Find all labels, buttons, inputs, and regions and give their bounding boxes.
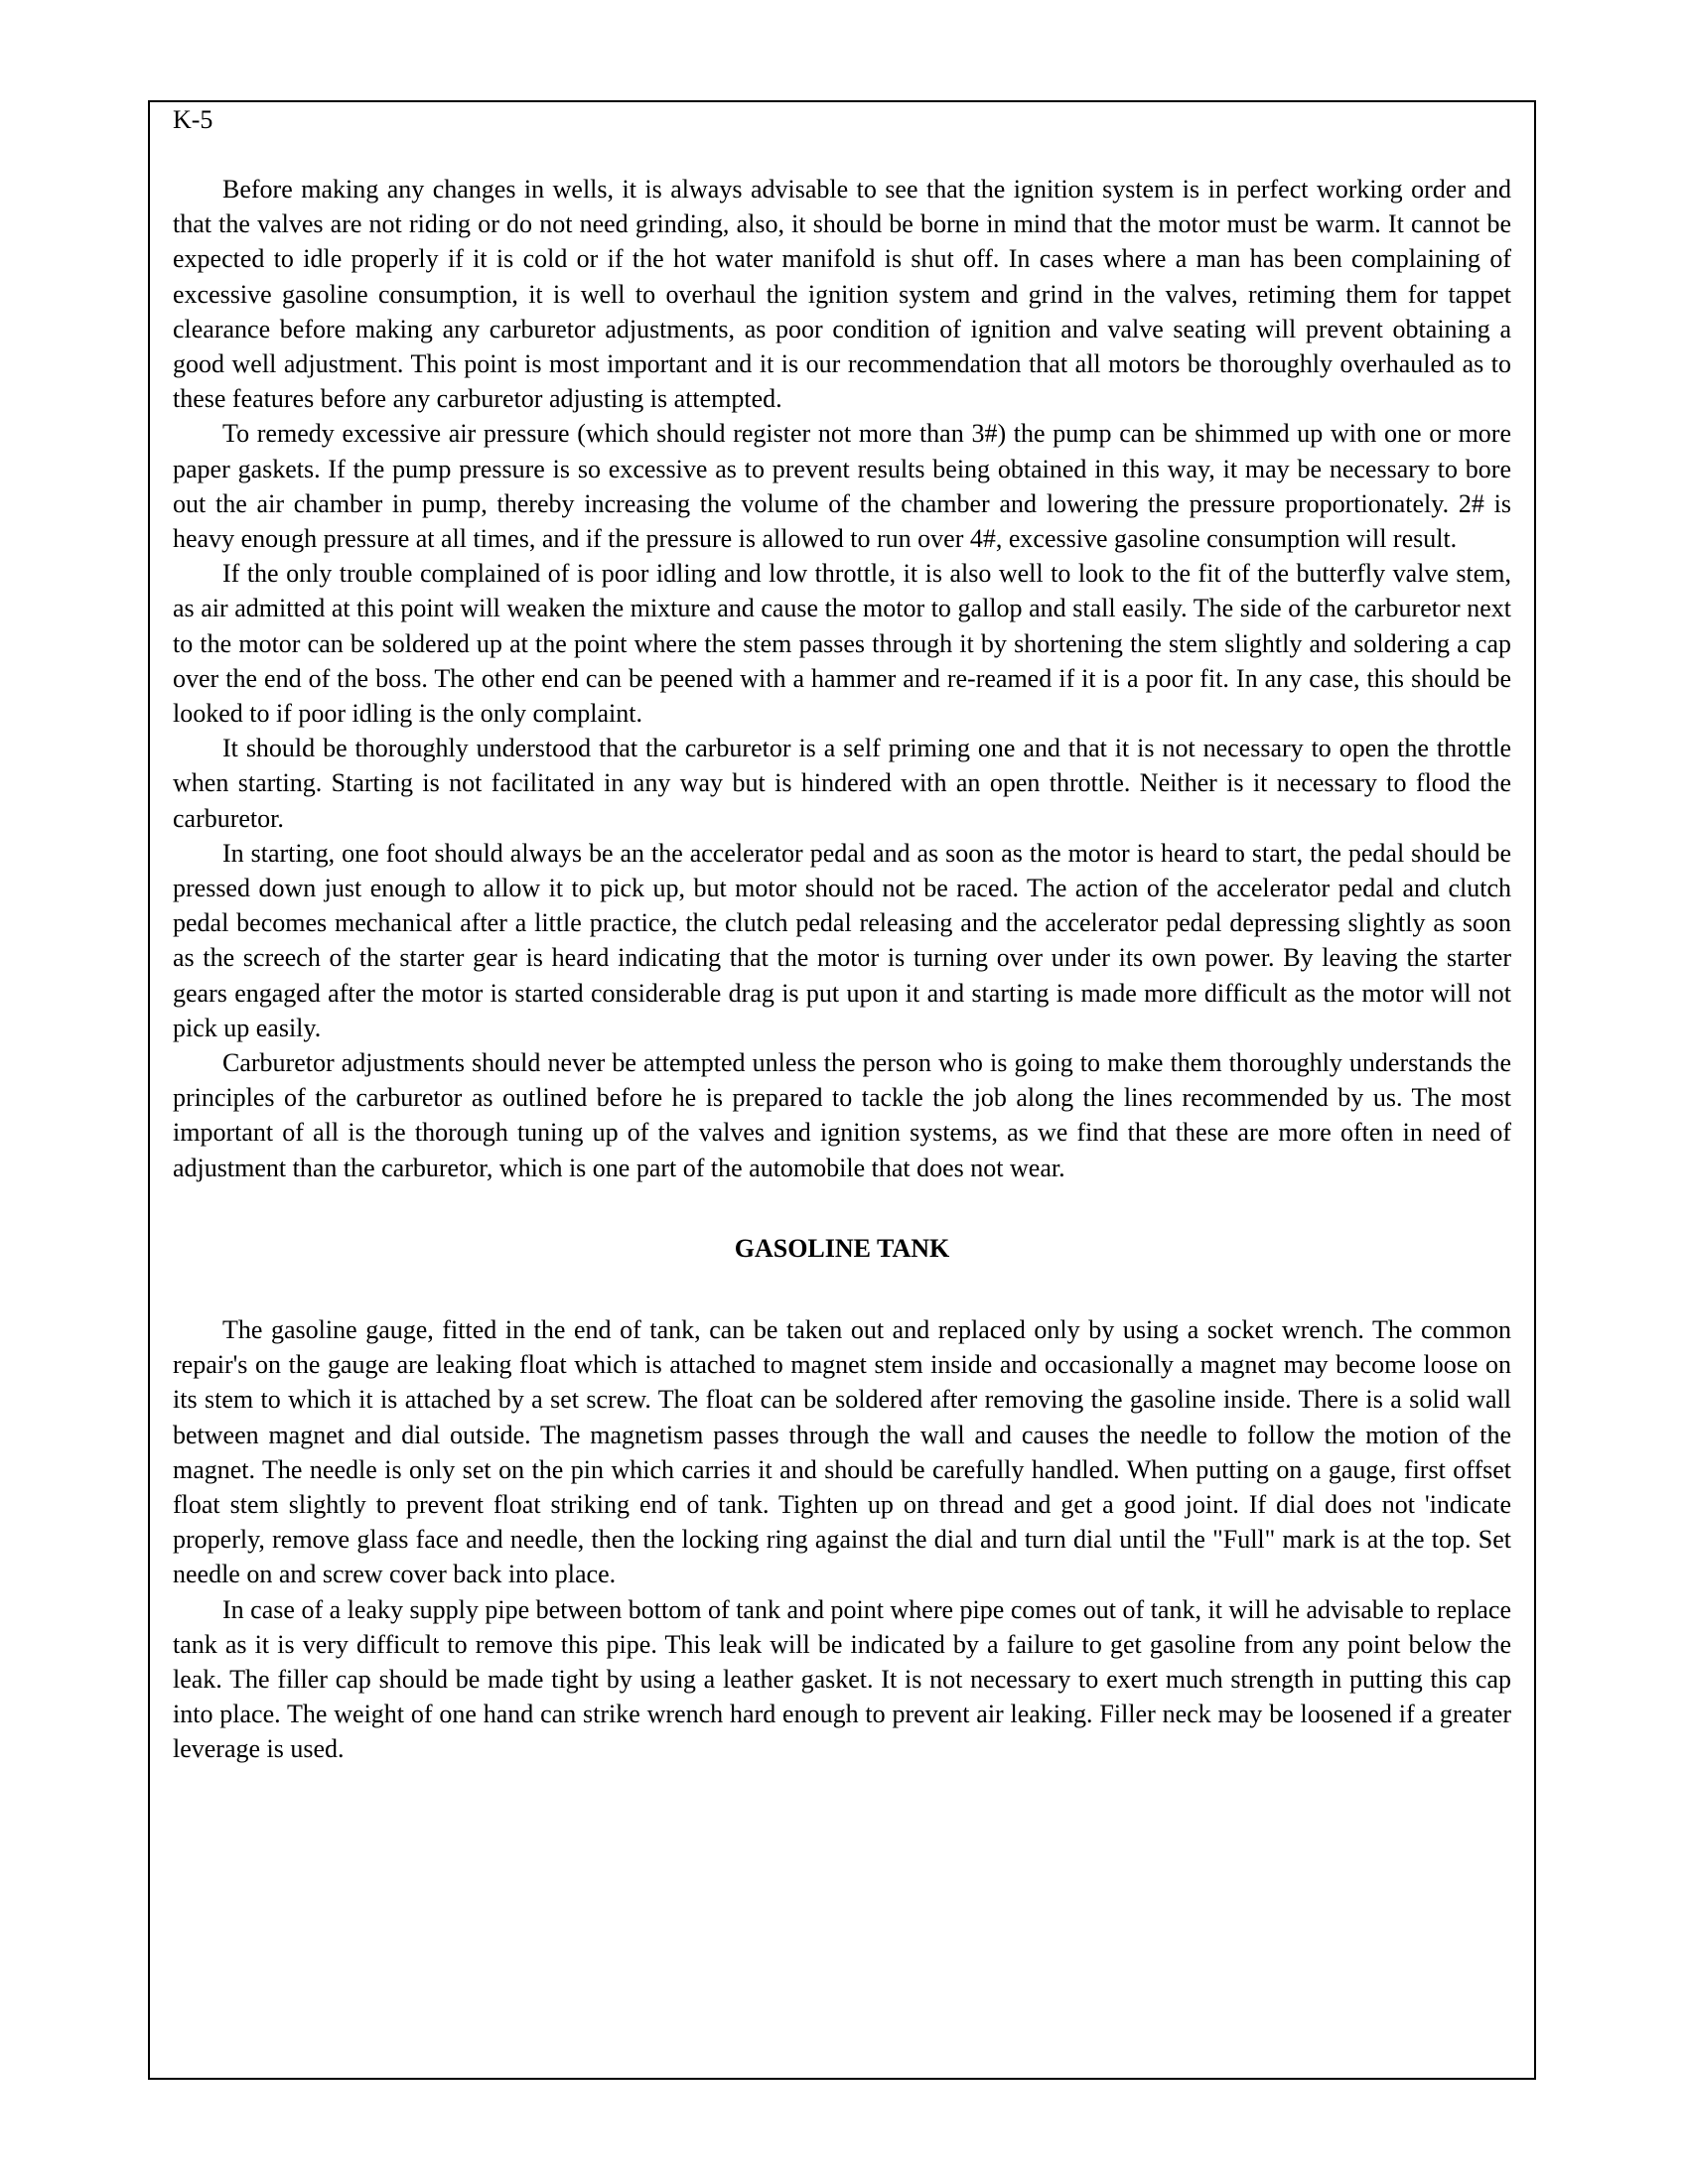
paragraph-wells-ignition: Before making any changes in wells, it is always advisable to see that the ignition system is in perfect working order and that the valves are not riding or do not need grinding, also, it should be borne in mind that the motor must be warm. It cannot be expected to idle properly if it is cold or if the hot water manifold is shut off. In cases where a man has been complaining of excessive gasoline consumption, it is well to overhaul the ignition system and grind in the valves, retiming them for tappet clearance before making any carburetor adjustments, as poor condition of ignition and valve seating will prevent obtaining a good well adjustment. This point is most important and it is our recommendation that all motors be thoroughly overhauled as to these features before any carburetor adjusting is attempted. [173, 175, 1511, 414]
page-code: K-5 [173, 105, 213, 134]
paragraph-carburetor-adjustments: Carburetor adjustments should never be attempted unless the person who is going to make them thoroughly understands the principles of the carburetor as outlined before he is prepared to tackle the job along the lines recommended by us. The most important of all is the thorough tuning up of the valves and ignition systems, as we find that these are more often in need of adjustment than the carburetor, which is one part of the automobile that does not wear. [173, 1048, 1511, 1182]
paragraph-gasoline-gauge: The gasoline gauge, fitted in the end of tank, can be taken out and replaced only by using a socket wrench. The common repair's on the gauge are leaking float which is attached to magnet stem inside and occasionally a magnet may become loose on its stem to which it is attached by a set screw. The float can be soldered after removing the gasoline inside. There is a solid wall between magnet and dial outside. The magnetism passes through the wall and causes the needle to follow the motion of the magnet. The needle is only set on the pin which carries it and should be carefully handled. When putting on a gauge, first offset float stem slightly to prevent float striking end of tank. Tighten up on thread and get a good joint. If dial does not 'indicate properly, remove glass face and needle, then the locking ring against the dial and turn dial until the "Full" mark is at the top. Set needle on and screw cover back into place. [173, 1314, 1511, 1589]
paragraph-self-priming: It should be thoroughly understood that the carburetor is a self priming one and that it is not necessary to open the throttle when starting. Starting is not facilitated in any way but is hindered with an open throttle. Neither is it necessary to flood the carburetor. [173, 734, 1511, 833]
paragraph-starting: In starting, one foot should always be an the accelerator pedal and as soon as the motor is heard to start, the pedal should be pressed down just enough to allow it to pick up, but motor should not be raced. The action of the accelerator pedal and clutch pedal becomes mechanical after a little practice, the clutch pedal releasing and the accelerator pedal depressing slightly as soon as the screech of the starter gear is heard indicating that the motor is turning over under its own power. By leaving the starter gears engaged after the motor is started considerable drag is put upon it and starting is made more difficult as the motor will not pick up easily. [173, 838, 1511, 1042]
paragraph-air-pressure: To remedy excessive air pressure (which should register not more than 3#) the pump can be shimmed up with one or more paper gaskets. If the pump pressure is so excessive as to prevent results being obtained in this way, it may be necessary to bore out the air chamber in pump, thereby increasing the volume of the chamber and lowering the pressure proportionately. 2# is heavy enough pressure at all times, and if the pressure is allowed to run over 4#, excessive gasoline consumption will result. [173, 419, 1511, 554]
page-body [173, 172, 1511, 1767]
section-heading-gasoline-tank: GASOLINE TANK [734, 1233, 950, 1263]
paragraph-idling-butterfly-valve: If the only trouble complained of is poor idling and low throttle, it is also well to look to the fit of the butterfly valve stem, as air admitted at this point will weaken the mixture and cause the motor to gallop and stall easily. The side of the carburetor next to the motor can be soldered up at the point where the stem passes through it by shortening the stem slightly and soldering a cap over the end of the boss. The other end can be peened with a hammer and re-reamed if it is a poor fit. In any case, this should be looked to if poor idling is the only complaint. [173, 559, 1511, 729]
paragraph-supply-pipe: In case of a leaky supply pipe between bottom of tank and point where pipe comes out of tank, it will he advisable to replace tank as it is very difficult to remove this pipe. This leak will be indicated by a failure to get gasoline from any point below the leak. The filler cap should be made tight by using a leather gasket. It is not necessary to exert much strength in putting this cap into place. The weight of one hand can strike wrench hard enough to prevent air leaking. Filler neck may be loosened if a greater leverage is used. [173, 1594, 1511, 1764]
